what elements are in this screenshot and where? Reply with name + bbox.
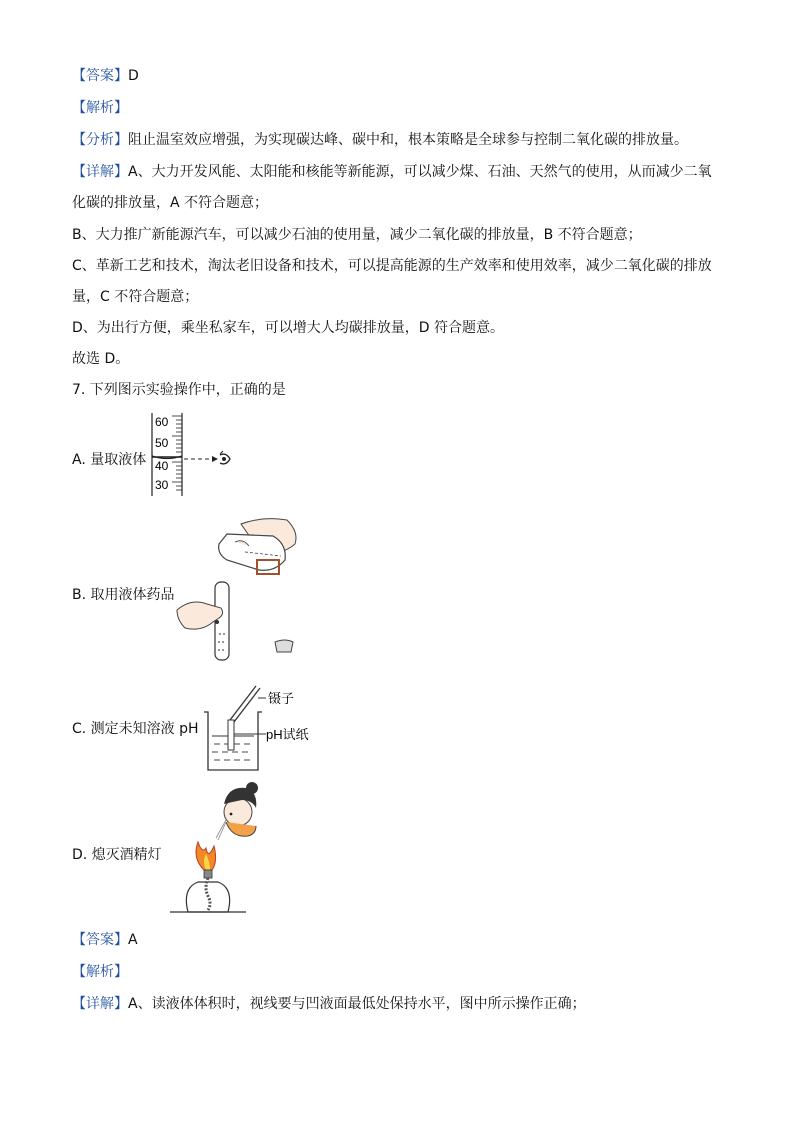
analysis-tag: 【解析】: [72, 100, 128, 116]
measuring-cylinder-figure: [140, 410, 240, 500]
question-7-stem: 7. 下列图示实验操作中，正确的是: [72, 382, 286, 398]
pouring-liquid-figure: [175, 514, 305, 664]
answer-line-2: [72, 930, 138, 950]
tick-label-30: 30: [155, 478, 169, 492]
fenxi-line: [72, 130, 688, 150]
option-b-label: B. 取用液体药品: [72, 587, 175, 603]
fenxi-tag: 【分析】: [72, 132, 128, 148]
analysis-tag-2: 【解析】: [72, 964, 128, 980]
alcohol-lamp-figure: [168, 778, 268, 918]
option-d-label: D. 熄灭酒精灯: [72, 847, 162, 863]
fenxi-text: 阻止温室效应增强，为实现碳达峰、碳中和，根本策略是全球参与控制二氧化碳的排放量。: [128, 132, 688, 148]
detail-line-d: D、为出行方便，乘坐私家车，可以增大人均碳排放量，D 符合题意。: [72, 320, 505, 336]
detail-tag-2: 【详解】: [72, 996, 128, 1012]
detail-line-c2: 量，C 不符合题意；: [72, 289, 199, 305]
tick-label-40: 40: [155, 459, 169, 473]
answer-value: D: [128, 68, 139, 84]
detail-line-2: 化碳的排放量，A 不符合题意；: [72, 195, 269, 211]
answer-tag: 【答案】: [72, 68, 128, 84]
detail-text-2: A、读液体体积时，视线要与凹液面最低处保持水平，图中所示操作正确；: [128, 996, 586, 1012]
detail-line-2a: [72, 994, 586, 1014]
eye-icon: [220, 451, 230, 464]
ph-test-figure: [198, 682, 328, 774]
detail-line-c1: C、革新工艺和技术，淘汰老旧设备和技术，可以提高能源的生产效率和使用效率，减少二氧化碳的排放: [72, 258, 712, 274]
detail-line-b: B、大力推广新能源汽车，可以减少石油的使用量，减少二氧化碳的排放量，B 不符合题意；: [72, 227, 642, 243]
analysis-heading-1: [72, 98, 128, 118]
option-a-label: A. 量取液体: [72, 452, 147, 468]
tick-label-50: 50: [155, 436, 169, 450]
detail-text-1: A、大力开发风能、太阳能和核能等新能源，可以减少煤、石油、天然气的使用，从而减少二氧: [128, 164, 712, 180]
tick-label-60: 60: [155, 415, 169, 429]
answer-value-2: A: [128, 932, 138, 948]
detail-tag: 【详解】: [72, 164, 128, 180]
option-c-label: C. 测定未知溶液 pH: [72, 721, 199, 737]
analysis-heading-2: [72, 962, 128, 982]
answer-line-1: [72, 66, 139, 86]
tweezers-label: 镊子: [268, 691, 295, 706]
answer-tag-2: 【答案】: [72, 932, 128, 948]
detail-line-1: [72, 162, 712, 182]
ph-paper-label: pH试纸: [266, 727, 309, 742]
conclusion-line: 故选 D。: [72, 351, 130, 367]
